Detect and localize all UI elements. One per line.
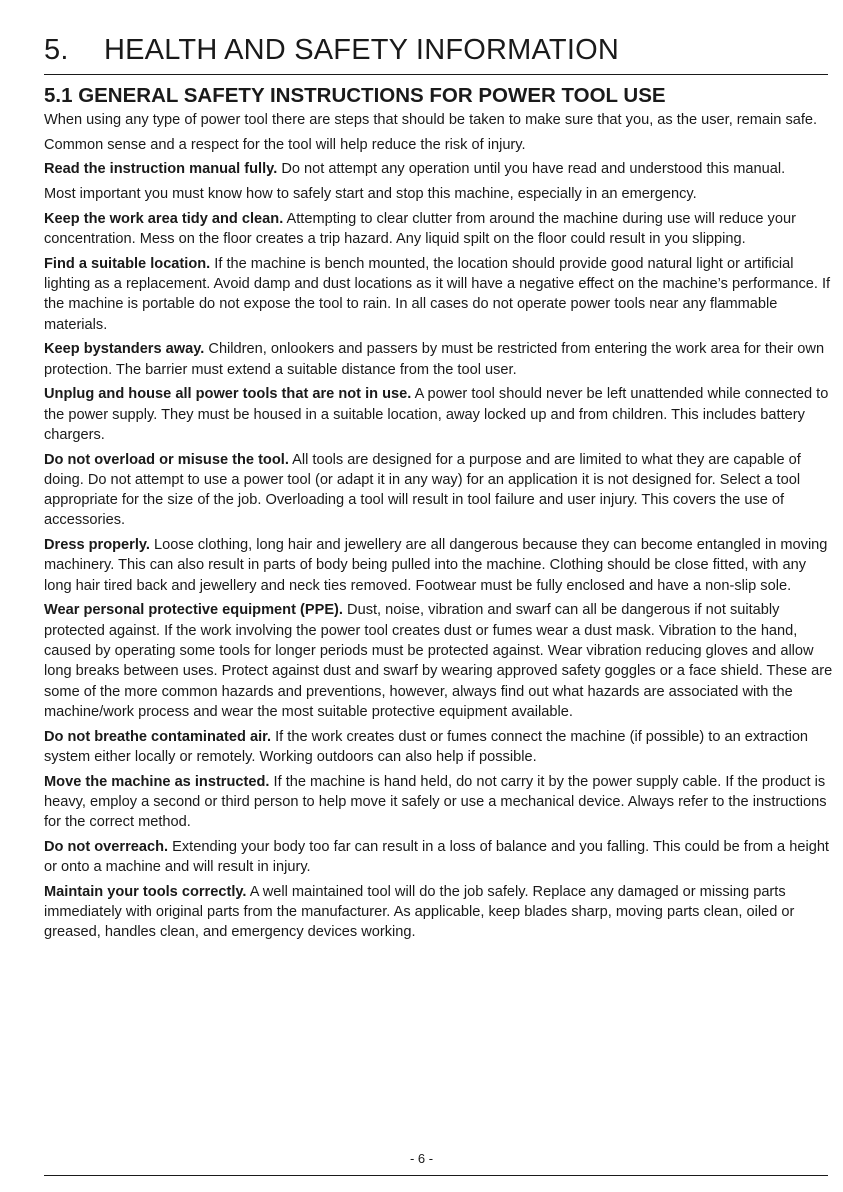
title-divider [44, 74, 828, 75]
safety-instructions-body [44, 110, 834, 947]
instruction-text: If the work creates dust or fumes connect the machine (if possible) to an extraction system either locally or remotely. Working outdoors can also help if possible. [44, 728, 809, 765]
instruction-text: Loose clothing, long hair and jewellery are all dangerous because they can become entangled in moving machinery. This can also result in parts of body being pulled into the machine. Clothing should be close fitted, with any long hair tired back and jewellery and neck ties removed. Footwear must be fully enclosed and have a non-slip sole. [44, 537, 828, 594]
instruction-text: Extending your body too far can result in a loss of balance and you falling. This could be from a height or onto a machine and will result in injury. [44, 838, 829, 876]
instruction-paragraph [44, 450, 834, 531]
instruction-heading: Wear personal protective equipment (PPE). [44, 602, 343, 619]
chapter-number: 5. [44, 34, 69, 66]
chapter-title-text: HEALTH AND SAFETY INFORMATION [104, 34, 619, 66]
instruction-paragraph [44, 209, 834, 250]
instruction-paragraph [44, 772, 834, 833]
instruction-paragraph [44, 727, 834, 768]
instruction-heading: Unplug and house all power tools that are not in use. [44, 386, 412, 403]
instruction-text: A well maintained tool will do the job safely. Replace any damaged or missing parts immediately with original parts from the manufacturer. As applicable, keep blades sharp, moving parts clean, oiled or greased, handles clean, and emergency devices working. [44, 883, 795, 941]
intro-paragraph: When using any type of power tool there are steps that should be taken to make sure that you, as the user, remain safe. [44, 112, 818, 128]
instruction-heading: Do not breathe contaminated air. [44, 728, 272, 745]
instruction-paragraph [44, 184, 834, 204]
instruction-paragraph [44, 600, 834, 722]
instruction-heading: Find a suitable location. [44, 255, 211, 272]
instruction-paragraph [44, 837, 834, 878]
instruction-paragraph [44, 535, 834, 596]
intro-paragraph: Common sense and a respect for the tool will help reduce the risk of injury. [44, 136, 526, 153]
instruction-text: Most important you must know how to safely start and stop this machine, especially in an emergency. [44, 186, 697, 203]
instruction-heading: Keep bystanders away. [44, 341, 205, 358]
instruction-paragraph [44, 339, 834, 380]
instruction-text: Dust, noise, vibration and swarf can all be dangerous if not suitably protected against. If the work involving the power tool creates dust or fumes wear a dust mask. Vibration to the hand, caused by operating some tools for longer periods must be protected against. Wear vibration reducing gloves and allow long breaks between uses. Protect against dust and swarf by wearing approved safety goggles or a face shield. These are some of the more common hazards and preventions, however, always find out what hazards are associated with the machine/work process and wear the most suitable protective equipment available. [44, 602, 833, 720]
section-title: 5.1 GENERAL SAFETY INSTRUCTIONS FOR POWER TOOL USE [44, 84, 666, 107]
instruction-heading: Maintain your tools correctly. [44, 883, 247, 900]
instruction-heading: Do not overreach. [44, 838, 169, 855]
instruction-list [44, 159, 834, 942]
instruction-heading: Move the machine as instructed. [44, 773, 270, 790]
instruction-paragraph [44, 159, 834, 179]
instruction-heading: Dress properly. [44, 537, 150, 554]
instruction-text: A power tool should never be left unattended while connected to the power supply. They must be housed in a suitable location, away locked up and from children. This includes battery chargers. [44, 386, 829, 443]
footer-divider [44, 1175, 828, 1176]
instruction-text: Attempting to clear clutter from around the machine during use will reduce your concentration. Mess on the floor creates a trip hazard. Any liquid spilt on the floor could result in you slipping. [44, 210, 796, 248]
instruction-text: All tools are designed for a purpose and are limited to what they are capable of doing. Do not attempt to use a power tool (or adapt it in any way) for an application it is not designed for. Select a tool appropriate for the size of the job. Overloading a tool will result in tool failure and user injury. This covers the use of accessories. [44, 451, 801, 529]
chapter-title [44, 32, 619, 68]
instruction-paragraph [44, 254, 834, 335]
instruction-paragraph [44, 882, 834, 943]
instruction-text: If the machine is hand held, do not carry it by the power supply cable. If the product is heavy, employ a second or third person to help move it safely or use a mechanical device. Always refer to the instructions for the correct method. [44, 773, 827, 831]
instruction-heading: Do not overload or misuse the tool. [44, 451, 289, 468]
instruction-text: Do not attempt any operation until you have read and understood this manual. [281, 161, 786, 178]
instruction-text: Children, onlookers and passers by must be restricted from entering the work area for their own protection. The barrier must extend a suitable distance from the tool user. [44, 341, 825, 378]
instruction-heading: Keep the work area tidy and clean. [44, 210, 284, 227]
instruction-paragraph [44, 384, 834, 445]
page-number: - 6 - [409, 1151, 434, 1166]
instruction-text: If the machine is bench mounted, the location should provide good natural light or artificial lighting as a replacement. Avoid damp and dust locations as it will have a negative effect on the machine’s performance. If the machine is portable do not expose the tool to rain. In all cases do not operate power tools near any flammable materials. [44, 255, 831, 333]
instruction-heading: Read the instruction manual fully. [44, 161, 278, 178]
